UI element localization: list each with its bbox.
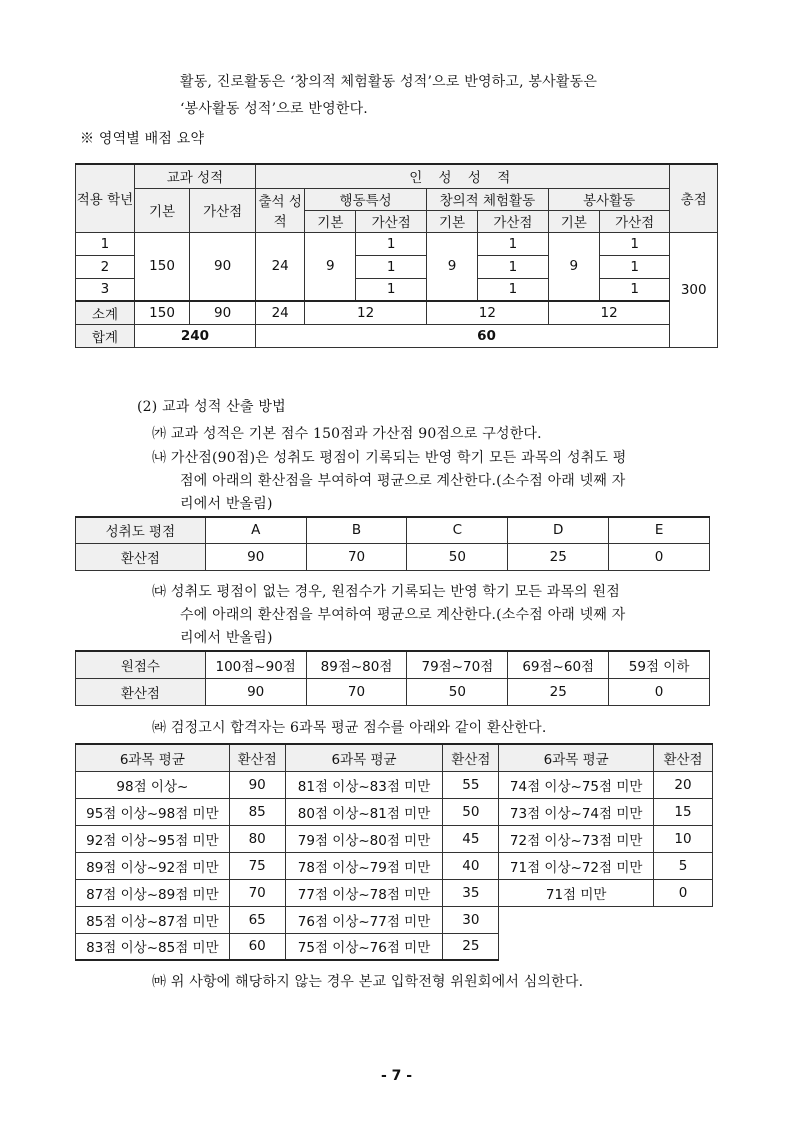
converted-value: 25 [443,933,499,960]
header-6-subject-avg: 6과목 평균 [76,744,230,771]
item-ma: ㈒ 위 사항에 해당하지 않는 경우 본교 입학전형 위원회에서 심의한다. [152,974,584,990]
converted-value: 25 [508,678,609,705]
item-na-line-3: 리에서 반올림) [180,496,273,512]
subtotal-creative: 12 [427,301,549,324]
creative-basic-value: 9 [427,232,478,301]
header-grade: 적용 학년 [76,164,135,232]
intro-line-1: 활동, 진로활동은 ‘창의적 체험활동 성적’으로 반영하고, 봉사활동은 [180,74,598,90]
avg-range: 73점 이상~74점 미만 [499,798,654,825]
converted-value: 40 [443,852,499,879]
avg-range: 95점 이상~98점 미만 [76,798,230,825]
converted-value: 45 [443,825,499,852]
creative-bonus-1: 1 [478,232,549,255]
raw-score-conversion-table [75,650,710,706]
raw-score-col: 100점~90점 [205,651,306,678]
converted-value: 0 [609,678,710,705]
behavior-basic-value: 9 [305,232,356,301]
raw-score-col: 79점~70점 [407,651,508,678]
table-row [76,906,713,933]
header-6-subject-avg: 6과목 평균 [285,744,443,771]
ged-conversion-table [75,743,713,961]
subject-bonus-value: 90 [190,232,256,301]
converted-value: 90 [229,771,285,798]
converted-value: 85 [229,798,285,825]
header-behavior-basic: 기본 [305,210,356,232]
table-row [76,852,713,879]
grade-col: D [508,517,609,543]
summary-title: ※ 영역별 배점 요약 [80,131,205,147]
volunteer-bonus-2: 1 [599,255,670,278]
grade-col: E [609,517,710,543]
avg-range: 72점 이상~73점 미만 [499,825,654,852]
converted-value: 10 [654,825,713,852]
converted-value: 70 [229,879,285,906]
header-achievement: 성취도 평점 [76,517,206,543]
converted-value: 90 [205,678,306,705]
header-volunteer-basic: 기본 [548,210,599,232]
item-ra: ㈑ 검정고시 합격자는 6과목 평균 점수를 아래와 같이 환산한다. [152,720,547,736]
converted-value: 70 [306,543,407,570]
converted-value: 30 [443,906,499,933]
header-creative-basic: 기본 [427,210,478,232]
item-na-line-2: 점에 아래의 환산점을 부여하여 평균으로 계산한다.(소수점 아래 넷째 자 [180,473,626,489]
header-subject-bonus: 가산점 [190,188,256,232]
converted-value: 50 [407,543,508,570]
intro-line-2: ‘봉사활동 성적’으로 반영한다. [180,101,368,117]
avg-range: 77점 이상~78점 미만 [285,879,443,906]
header-converted: 환산점 [654,744,713,771]
table-row [76,879,713,906]
score-summary-table [75,163,718,348]
header-behavior: 행동특성 [305,188,427,210]
avg-range: 80점 이상~81점 미만 [285,798,443,825]
grade-2: 2 [76,255,135,278]
converted-value: 20 [654,771,713,798]
item-da-line-1: ㈐ 성취도 평점이 없는 경우, 원점수가 기록되는 반영 학기 모든 과목의 원점 [152,584,620,600]
grade-3: 3 [76,278,135,301]
volunteer-bonus-3: 1 [599,278,670,301]
subtotal-subject-basic: 150 [134,301,189,324]
grade-col: A [205,517,306,543]
item-da-line-3: 리에서 반올림) [180,630,273,646]
converted-value: 35 [443,879,499,906]
subtotal-volunteer: 12 [548,301,670,324]
achievement-conversion-table [75,516,710,571]
avg-range: 76점 이상~77점 미만 [285,906,443,933]
avg-range: 75점 이상~76점 미만 [285,933,443,960]
sum-personal: 60 [256,324,718,347]
sum-subject: 240 [134,324,255,347]
avg-range: 98점 이상~ [76,771,230,798]
table-row [76,771,713,798]
header-converted: 환산점 [229,744,285,771]
converted-value: 65 [229,906,285,933]
converted-value: 70 [306,678,407,705]
avg-range: 74점 이상~75점 미만 [499,771,654,798]
volunteer-basic-value: 9 [548,232,599,301]
page-number: - 7 - [380,1068,413,1084]
behavior-bonus-2: 1 [356,255,427,278]
converted-value: 60 [229,933,285,960]
converted-value: 90 [205,543,306,570]
converted-value: 80 [229,825,285,852]
header-6-subject-avg: 6과목 평균 [499,744,654,771]
header-volunteer: 봉사활동 [548,188,670,210]
avg-range: 83점 이상~85점 미만 [76,933,230,960]
converted-value: 25 [508,543,609,570]
table-row [76,825,713,852]
avg-range: 71점 미만 [499,879,654,906]
header-subject-score: 교과 성적 [134,164,255,188]
converted-value: 50 [443,798,499,825]
header-personal-score: 인 성 성 적 [256,164,670,188]
raw-score-col: 59점 이하 [609,651,710,678]
converted-value: 50 [407,678,508,705]
header-creative: 창의적 체험활동 [427,188,549,210]
grade-col: C [407,517,508,543]
sum-label: 합계 [76,324,135,347]
subject-basic-value: 150 [134,232,189,301]
avg-range: 85점 이상~87점 미만 [76,906,230,933]
converted-value: 0 [654,879,713,906]
header-behavior-bonus: 가산점 [356,210,427,232]
header-total: 총점 [670,164,718,232]
behavior-bonus-3: 1 [356,278,427,301]
total-value: 300 [670,232,718,347]
item-ga: ㈎ 교과 성적은 기본 점수 150점과 가산점 90점으로 구성한다. [152,426,542,442]
behavior-bonus-1: 1 [356,232,427,255]
header-raw-score: 원점수 [76,651,206,678]
subtotal-subject-bonus: 90 [190,301,256,324]
avg-range: 87점 이상~89점 미만 [76,879,230,906]
creative-bonus-2: 1 [478,255,549,278]
converted-value: 75 [229,852,285,879]
avg-range: 92점 이상~95점 미만 [76,825,230,852]
subtotal-behavior: 12 [305,301,427,324]
subtotal-label: 소계 [76,301,135,324]
creative-bonus-3: 1 [478,278,549,301]
header-converted: 환산점 [443,744,499,771]
header-converted: 환산점 [76,543,206,570]
grade-col: B [306,517,407,543]
avg-range: 79점 이상~80점 미만 [285,825,443,852]
item-da-line-2: 수에 아래의 환산점을 부여하여 평균으로 계산한다.(소수점 아래 넷째 자 [180,607,626,623]
raw-score-col: 89점~80점 [306,651,407,678]
table-row [76,798,713,825]
attendance-value: 24 [256,232,305,301]
empty-cell [499,906,713,960]
header-subject-basic: 기본 [134,188,189,232]
avg-range: 71점 이상~72점 미만 [499,852,654,879]
section-heading: (2) 교과 성적 산출 방법 [137,399,286,415]
header-volunteer-bonus: 가산점 [599,210,670,232]
converted-value: 55 [443,771,499,798]
subtotal-attendance: 24 [256,301,305,324]
avg-range: 78점 이상~79점 미만 [285,852,443,879]
avg-range: 81점 이상~83점 미만 [285,771,443,798]
grade-1: 1 [76,232,135,255]
volunteer-bonus-1: 1 [599,232,670,255]
converted-value: 5 [654,852,713,879]
converted-value: 15 [654,798,713,825]
header-creative-bonus: 가산점 [478,210,549,232]
header-converted: 환산점 [76,678,206,705]
item-na-line-1: ㈏ 가산점(90점)은 성취도 평점이 기록되는 반영 학기 모든 과목의 성취도 평 [152,450,627,466]
avg-range: 89점 이상~92점 미만 [76,852,230,879]
raw-score-col: 69점~60점 [508,651,609,678]
header-attendance: 출석 성적 [256,188,305,232]
converted-value: 0 [609,543,710,570]
